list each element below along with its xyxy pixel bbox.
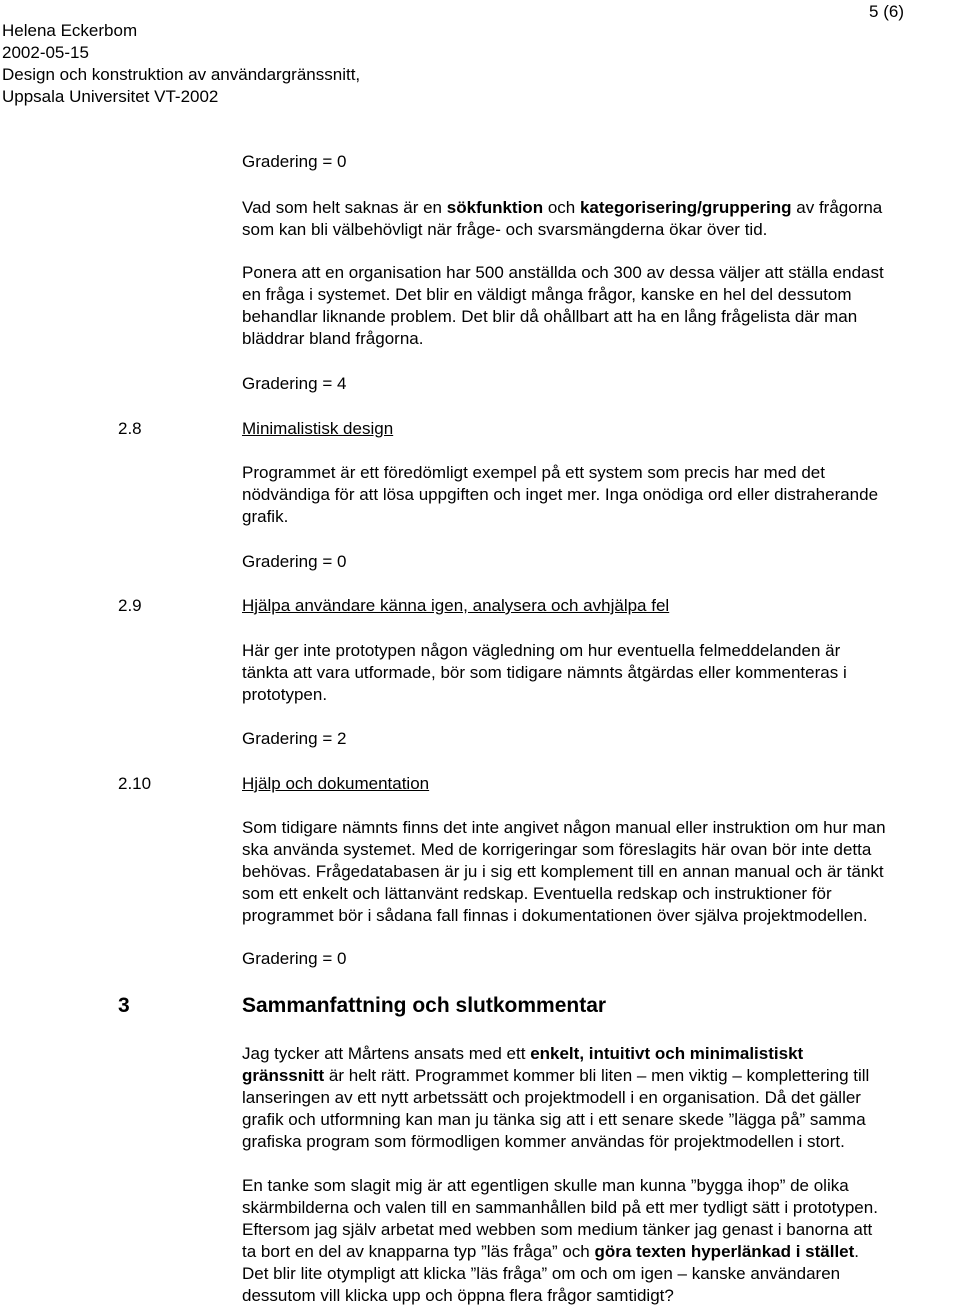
grading-label: Gradering = 0 [242,949,347,968]
text-line: en fråga i systemet. Det blir en väldigt många frågor, kanske en hel del dessutom [242,285,852,304]
author: Helena Eckerbom [2,21,138,40]
section-title: Hjälp och dokumentation [242,774,430,793]
text-line: Som tidigare nämnts finns det inte angivet någon manual eller instruktion om hur man [242,818,886,837]
chapter-number: 3 [118,994,130,1017]
text-line: lanseringen av ett nytt arbetssätt och projektmodell i en organisation. Då det gäller [242,1088,861,1107]
page-header [2,20,360,108]
paragraph-ponera [242,262,960,350]
bold-text: göra texten hyperlänkad i stället [594,1242,855,1261]
text-run: . [854,1242,860,1261]
bold-text: gränssnitt [242,1066,325,1085]
bold-text: kategorisering/gruppering [579,198,792,217]
section-title: Minimalistisk design [242,419,394,438]
paragraph [242,1043,960,1153]
grading-label: Gradering = 4 [242,374,347,393]
text-line: som ett enkelt och lättanvänt redskap. Eventuella redskap och instruktioner för [242,884,832,903]
grading-label: Gradering = 0 [242,552,347,571]
text-line: Ponera att en organisation har 500 anställda och 300 av dessa väljer att ställa endast [242,263,884,282]
text-line: programmet bör i sådana fall finnas i dokumentationen över själva projektmodellen. [242,906,868,925]
text-run: ta bort en del av knapparna typ ”läs fråga” och [242,1242,595,1261]
section-number: 2.10 [118,774,152,793]
text-line: Här ger inte prototypen någon vägledning om hur eventuella felmeddelanden är [242,641,841,660]
page-number: 5 (6) [869,2,904,21]
text-line: nödvändiga för att lösa uppgiften och inget mer. Inga onödiga ord eller distraherande [242,485,879,504]
course: Design och konstruktion av användargränssnitt, [2,65,361,84]
text-line: Eftersom jag själv arbetat med webben som medium tänker jag genast i banorna att [242,1220,873,1239]
paragraph [242,1175,960,1307]
text-run: Jag tycker att Mårtens ansats med ett [242,1044,531,1063]
chapter-title: Sammanfattning och slutkommentar [242,994,607,1017]
text-line: grafiska program som förmodligen kommer användas för projektmodellen i stort. [242,1132,845,1151]
text-line: skärmbilderna och valen till en sammanhållen bild på ett mer tydligt sätt i prototypen. [242,1198,878,1217]
paragraph [242,640,960,706]
text-line: ska använda systemet. Med de korrigeringar som föreslagits här ovan bör inte detta [242,840,872,859]
paragraph-search [242,197,960,241]
bold-text: sökfunktion [446,198,544,217]
section-title: Hjälpa användare känna igen, analysera och avhjälpa fel [242,596,670,615]
text-line: prototypen. [242,685,328,704]
paragraph [242,817,960,927]
text-run: och [543,198,580,217]
paragraph [242,462,960,528]
text-line: dessutom vill klicka upp och öppna flera frågor samtidigt? [242,1286,674,1305]
section-number: 2.8 [118,419,142,438]
text-line: som kan bli välbehövligt när fråge- och svarsmängderna ökar över tid. [242,220,768,239]
bold-text: enkelt, intuitivt och minimalistiskt [530,1044,804,1063]
text-line: behövas. Frågedatabasen är ju i sig ett komplement till en annan manual och är tänkt [242,862,884,881]
text-line: behandlar liknande problem. Det blir då ohållbart att ha en lång frågelista där man [242,307,858,326]
grading-label: Gradering = 0 [242,152,347,171]
text-line: grafik. [242,507,289,526]
text-run: är helt rätt. Programmet kommer bli liten – men viktig – komplettering till [324,1066,870,1085]
date: 2002-05-15 [2,43,89,62]
text-line: Det blir lite otympligt att klicka ”läs fråga” om och om igen – kanske användaren [242,1264,841,1283]
text-run: av frågorna [791,198,883,217]
text-line: Programmet är ett föredömligt exempel på ett system som precis har med det [242,463,825,482]
text-run: Vad som helt saknas är en [242,198,447,217]
text-line: bläddrar bland frågorna. [242,329,424,348]
text-line: tänkta att vara utformade, bör som tidigare nämnts åtgärdas eller kommenteras i [242,663,847,682]
text-line: En tanke som slagit mig är att egentligen skulle man kunna ”bygga ihop” de olika [242,1176,849,1195]
text-line: grafik och utformning kan man ju tänka sig att i ett senare skede ”lägga på” samma [242,1110,866,1129]
grading-label: Gradering = 2 [242,729,347,748]
section-number: 2.9 [118,596,142,615]
institution: Uppsala Universitet VT-2002 [2,87,219,106]
